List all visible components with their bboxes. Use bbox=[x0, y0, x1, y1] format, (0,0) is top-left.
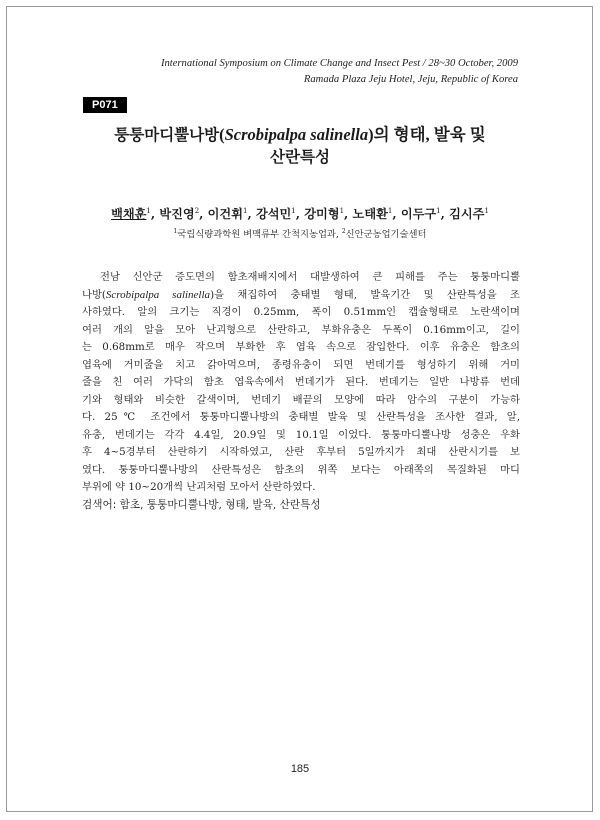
title-part2: )의 형태, 발육 및 bbox=[368, 125, 486, 144]
abstract-line: 부위에 약 10~20개씩 난괴처럼 모아서 산란하였다. bbox=[82, 481, 316, 493]
affiliations bbox=[40, 225, 560, 242]
author bbox=[111, 207, 159, 221]
author bbox=[304, 207, 352, 221]
author-separator: , bbox=[440, 207, 450, 221]
abstract-line: 사하였다. 알의 크기는 직경이 0.25mm, 폭이 0.51mm인 캡슐형태로 노란색이며 bbox=[82, 306, 520, 318]
abstract-line: 전남 신안군 증도면의 함초재배지에서 대발생하여 큰 피해를 주는 퉁퉁마디뿔 bbox=[100, 271, 520, 283]
title-line1 bbox=[60, 124, 540, 146]
author bbox=[256, 207, 304, 221]
abstract-line bbox=[82, 287, 520, 305]
poster-id-badge: P071 bbox=[83, 97, 127, 113]
author bbox=[208, 207, 256, 221]
author-name: 노태환 bbox=[352, 207, 388, 221]
affiliation-text: 신안군농업기술센터 bbox=[345, 229, 427, 240]
author-separator: , bbox=[344, 207, 353, 221]
author-affiliation-mark: 1 bbox=[146, 207, 151, 215]
abstract-scientific-name: Scrobipalpa salinella bbox=[105, 288, 211, 301]
title-scientific-name: Scrobipalpa salinella bbox=[224, 125, 369, 144]
title-part1: 퉁퉁마디뿔나방 bbox=[114, 125, 220, 144]
abstract-line: 였다. 퉁퉁마디뿔나방의 산란특성은 함초의 위쪽 보다는 아래쪽의 목질화된 마디 bbox=[82, 463, 520, 476]
affiliation-mark: 2 bbox=[341, 228, 346, 235]
author-separator: , bbox=[295, 207, 305, 221]
conference-header-line1: International Symposium on Climate Change and Insect Pest / 28~30 October, 2009 bbox=[160, 58, 518, 69]
author bbox=[159, 207, 207, 221]
abstract-body bbox=[82, 269, 520, 497]
author-name: 이두구 bbox=[400, 207, 437, 221]
abstract-line: 엽육에 거미줄을 치고 갉아먹으며, 종령유충이 되면 번데기를 형성하기 위해 거미 bbox=[82, 358, 520, 371]
author bbox=[353, 207, 401, 221]
abstract-line: 여러 개의 알을 모아 난괴형으로 산란하고, 부화유충은 두폭이 0.16mm이고, 길이 bbox=[82, 323, 520, 336]
author-affiliation-mark: 1 bbox=[291, 207, 296, 215]
conference-header-line2: Ramada Plaza Jeju Hotel, Jeju, Republic of Korea bbox=[303, 74, 518, 85]
abstract-text: 나방( bbox=[82, 288, 106, 301]
abstract-line: 줄을 친 여러 가닥의 함초 엽육속에서 번데기가 된다. 번데기는 일반 나방류 번데 bbox=[82, 376, 520, 388]
author-affiliation-mark: 1 bbox=[436, 207, 441, 215]
author-name: 이건휘 bbox=[207, 207, 243, 221]
author-affiliation-mark: 1 bbox=[242, 207, 248, 215]
author-separator: , bbox=[392, 207, 401, 221]
author-affiliation-mark: 1 bbox=[387, 207, 393, 215]
affiliation-mark: 1 bbox=[173, 228, 178, 235]
keywords-text: 함초, 퉁퉁마디뿔나방, 형태, 발육, 산란특성 bbox=[116, 499, 321, 511]
author-name: 강미형 bbox=[304, 207, 340, 221]
abstract-text: )을 채집하여 충태별 형태, 발육기간 및 산란특성을 조 bbox=[210, 288, 520, 301]
abstract-line: 다. 25℃ 조건에서 퉁퉁마디뿔나방의 충태별 발육 및 산란특성을 조사한 결과, 알, bbox=[82, 411, 520, 423]
author-name: 강석민 bbox=[255, 207, 292, 221]
keywords-label: 검색어: bbox=[82, 499, 117, 511]
author-separator: , bbox=[150, 207, 160, 221]
keywords bbox=[82, 497, 321, 513]
author-separator: , bbox=[247, 207, 256, 221]
author-separator: , bbox=[199, 207, 208, 221]
abstract-line: 후 4~5경부터 산란하기 시작하였고, 산란 후부터 5일까지가 최대 산란시기를 보 bbox=[82, 446, 520, 458]
author bbox=[449, 207, 489, 221]
title-line2: 산란특성 bbox=[270, 147, 330, 166]
abstract-line: 기와 형태와 비슷한 갈색이며, 번데기 배끝의 모양에 따라 암수의 구분이 가능하 bbox=[82, 393, 520, 406]
page-number: 185 bbox=[290, 763, 310, 775]
affiliation-text: 국립식량과학원 벼맥류부 간척지농업과, bbox=[177, 229, 342, 240]
abstract-line: 는 0.68mm로 매우 작으며 부화한 후 엽육 속으로 잠입한다. 이후 유충은 함초의 bbox=[82, 341, 520, 353]
author-name: 박진영 bbox=[159, 207, 195, 221]
author-affiliation-mark: 1 bbox=[339, 207, 345, 215]
paper-title bbox=[60, 124, 540, 168]
conference-header bbox=[161, 56, 518, 88]
title-paren-open: ( bbox=[219, 125, 225, 144]
author-name: 김시주 bbox=[449, 207, 485, 221]
abstract-line: 유충, 번데기는 각각 4.4일, 20.9일 및 10.1일 이었다. 퉁퉁마디뿔나방 성충은 우화 bbox=[82, 428, 520, 441]
author bbox=[401, 207, 449, 221]
author-affiliation-mark: 2 bbox=[194, 207, 200, 215]
author-affiliation-mark: 1 bbox=[484, 207, 489, 215]
author-name: 백채훈 bbox=[111, 207, 147, 221]
author-list bbox=[40, 202, 560, 223]
